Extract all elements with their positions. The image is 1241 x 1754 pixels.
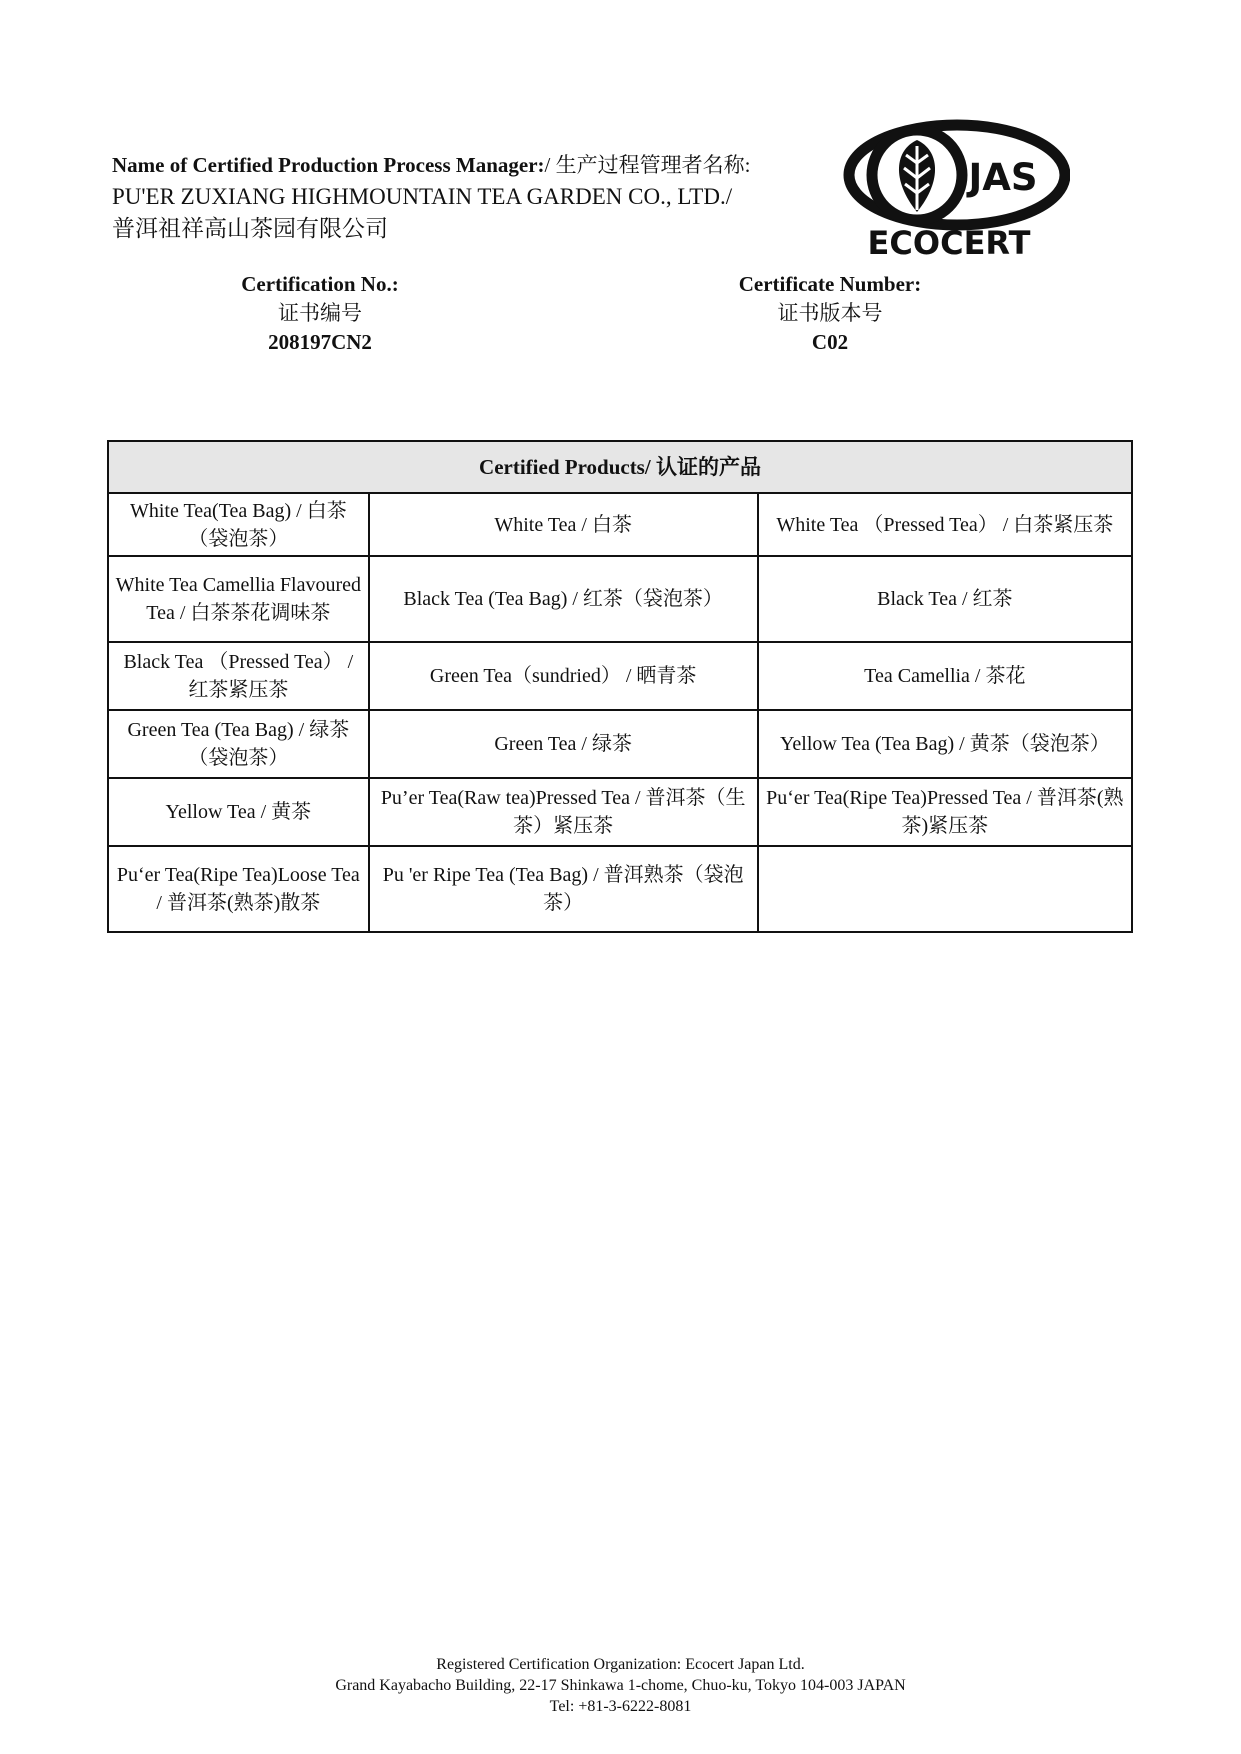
table-cell: Black Tea / 红茶 xyxy=(758,556,1132,642)
footer-organization: Registered Certification Organization: Ecocert Japan Ltd. xyxy=(436,1656,805,1673)
manager-name: PU'ER ZUXIANG HIGHMOUNTAIN TEA GARDEN CO., LTD./普洱祖祥高山茶园有限公司 xyxy=(112,184,733,241)
jas-logo-icon xyxy=(835,118,1070,258)
manager-label xyxy=(112,150,812,180)
table-cell: White Tea / 白茶 xyxy=(369,493,758,556)
certification-label-cn: 证书编号 xyxy=(278,301,362,325)
table-cell: Pu’er Tea(Raw tea)Pressed Tea / 普洱茶（生茶）紧压茶 xyxy=(369,778,758,846)
table-cell: Green Tea (Tea Bag) / 绿茶（袋泡茶） xyxy=(108,710,369,778)
table-cell: Black Tea （Pressed Tea） / 红茶紧压茶 xyxy=(108,642,369,710)
table-cell: Pu 'er Ripe Tea (Tea Bag) / 普洱熟茶（袋泡茶） xyxy=(369,846,758,932)
footer xyxy=(0,1654,1241,1717)
manager-label-cn: / 生产过程管理者名称: xyxy=(544,153,751,177)
logo-jas-text: JAS xyxy=(968,156,1038,199)
table-cell: Pu‘er Tea(Ripe Tea)Loose Tea / 普洱茶(熟茶)散茶 xyxy=(108,846,369,932)
table-cell: Green Tea（sundried） / 晒青茶 xyxy=(369,642,758,710)
table-row xyxy=(108,642,1132,710)
certificate-label: Certificate Number: xyxy=(738,272,922,296)
table-cell: White Tea(Tea Bag) / 白茶（袋泡茶） xyxy=(108,493,369,556)
certification-label: Certification No.: xyxy=(241,272,399,296)
table-header-row xyxy=(108,441,1132,493)
table-row xyxy=(108,556,1132,642)
table-cell: Tea Camellia / 茶花 xyxy=(758,642,1132,710)
certification-value: 208197CN2 xyxy=(268,330,372,354)
table-cell xyxy=(758,846,1132,932)
footer-address: Grand Kayabacho Building, 22-17 Shinkawa 1-chome, Chuo-ku, Tokyo 104-003 JAPAN xyxy=(335,1677,906,1694)
certified-products-table xyxy=(107,440,1133,933)
certificate-value: C02 xyxy=(811,330,849,354)
certification-number-block xyxy=(200,270,440,357)
table-cell: Pu‘er Tea(Ripe Tea)Pressed Tea / 普洱茶(熟茶)紧压茶 xyxy=(758,778,1132,846)
table-row xyxy=(108,493,1132,556)
table-header: Certified Products/ 认证的产品 xyxy=(108,441,1132,493)
table-row xyxy=(108,846,1132,932)
table-row xyxy=(108,778,1132,846)
table-cell: Black Tea (Tea Bag) / 红茶（袋泡茶） xyxy=(369,556,758,642)
logo-ecocert-text: ECOCERT xyxy=(867,224,1031,258)
table-cell: White Tea Camellia Flavoured Tea / 白茶茶花调味茶 xyxy=(108,556,369,642)
manager-section xyxy=(112,150,812,245)
manager-label-en: Name of Certified Production Process Manager: xyxy=(112,153,545,177)
table-row xyxy=(108,710,1132,778)
table-cell: Yellow Tea / 黄茶 xyxy=(108,778,369,846)
footer-phone: Tel: +81-3-6222-8081 xyxy=(549,1698,692,1715)
certificate-number-block xyxy=(710,270,950,357)
table-cell: White Tea （Pressed Tea） / 白茶紧压茶 xyxy=(758,493,1132,556)
table-cell: Yellow Tea (Tea Bag) / 黄茶（袋泡茶） xyxy=(758,710,1132,778)
table-cell: Green Tea / 绿茶 xyxy=(369,710,758,778)
certificate-label-cn: 证书版本号 xyxy=(777,301,883,325)
jas-ecocert-logo xyxy=(835,118,1070,258)
